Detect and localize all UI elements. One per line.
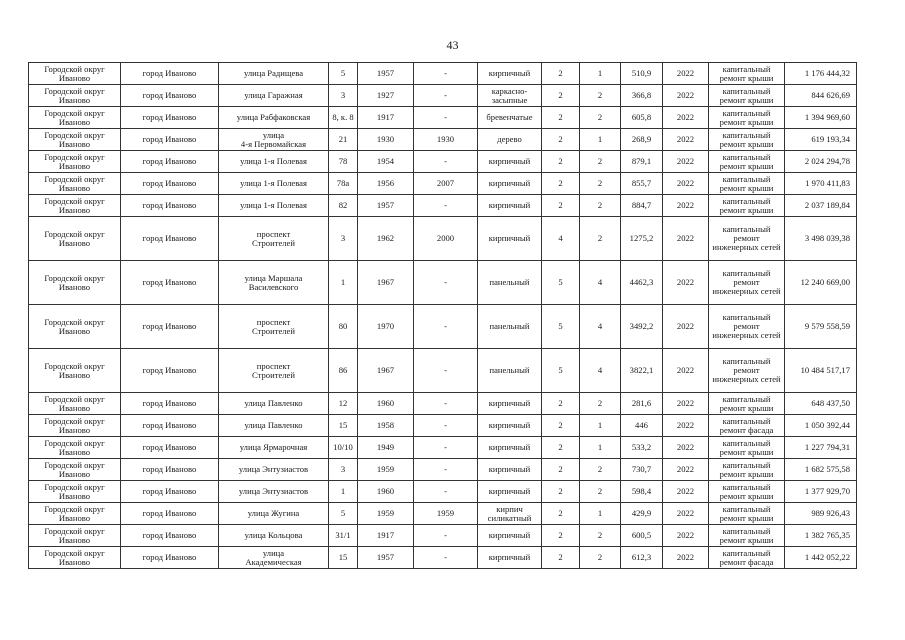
year-built-cell: 1970 <box>358 305 414 349</box>
floors-cell: 2 <box>542 173 580 195</box>
area-cell: 3492,2 <box>621 305 663 349</box>
wall-material-cell: кирпичный <box>478 547 542 569</box>
year-renovated-cell: 1930 <box>414 129 478 151</box>
wall-material-cell: кирпич силикатный <box>478 503 542 525</box>
cost-cell: 1 227 794,31 <box>785 437 857 459</box>
work-type-cell: капитальный ремонт инженерных сетей <box>709 261 785 305</box>
entrances-cell: 2 <box>580 525 621 547</box>
house-number-cell: 12 <box>329 393 358 415</box>
year-renovated-cell: 2007 <box>414 173 478 195</box>
house-number-cell: 3 <box>329 217 358 261</box>
city-cell: город Иваново <box>121 129 219 151</box>
year-renovated-cell: - <box>414 437 478 459</box>
district-cell: Городской округ Иваново <box>29 437 121 459</box>
area-cell: 366,8 <box>621 85 663 107</box>
year-built-cell: 1956 <box>358 173 414 195</box>
wall-material-cell: каркасно-засыпные <box>478 85 542 107</box>
year-renovated-cell: - <box>414 349 478 393</box>
city-cell: город Иваново <box>121 173 219 195</box>
year-renovated-cell: - <box>414 85 478 107</box>
plan-year-cell: 2022 <box>663 481 709 503</box>
street-cell: проспект Строителей <box>219 349 329 393</box>
area-cell: 533,2 <box>621 437 663 459</box>
house-number-cell: 8, к. 8 <box>329 107 358 129</box>
area-cell: 510,9 <box>621 63 663 85</box>
cost-cell: 1 050 392,44 <box>785 415 857 437</box>
area-cell: 884,7 <box>621 195 663 217</box>
street-cell: улица Жугина <box>219 503 329 525</box>
work-type-cell: капитальный ремонт крыши <box>709 85 785 107</box>
wall-material-cell: панельный <box>478 305 542 349</box>
area-cell: 879,1 <box>621 151 663 173</box>
floors-cell: 2 <box>542 393 580 415</box>
floors-cell: 2 <box>542 415 580 437</box>
wall-material-cell: панельный <box>478 349 542 393</box>
floors-cell: 2 <box>542 151 580 173</box>
district-cell: Городской округ Иваново <box>29 459 121 481</box>
city-cell: город Иваново <box>121 195 219 217</box>
district-cell: Городской округ Иваново <box>29 173 121 195</box>
plan-year-cell: 2022 <box>663 107 709 129</box>
cost-cell: 9 579 558,59 <box>785 305 857 349</box>
year-built-cell: 1962 <box>358 217 414 261</box>
house-number-cell: 21 <box>329 129 358 151</box>
year-renovated-cell: 2000 <box>414 217 478 261</box>
area-cell: 600,5 <box>621 525 663 547</box>
year-built-cell: 1959 <box>358 459 414 481</box>
street-cell: улица Энтузиастов <box>219 459 329 481</box>
work-type-cell: капитальный ремонт фасада <box>709 547 785 569</box>
city-cell: город Иваново <box>121 437 219 459</box>
table-row <box>29 217 857 261</box>
plan-year-cell: 2022 <box>663 415 709 437</box>
table-row <box>29 415 857 437</box>
plan-year-cell: 2022 <box>663 129 709 151</box>
street-cell: улица Кольцова <box>219 525 329 547</box>
city-cell: город Иваново <box>121 415 219 437</box>
district-cell: Городской округ Иваново <box>29 151 121 173</box>
plan-year-cell: 2022 <box>663 393 709 415</box>
wall-material-cell: бревенчатые <box>478 107 542 129</box>
city-cell: город Иваново <box>121 393 219 415</box>
floors-cell: 5 <box>542 349 580 393</box>
city-cell: город Иваново <box>121 85 219 107</box>
floors-cell: 2 <box>542 481 580 503</box>
area-cell: 4462,3 <box>621 261 663 305</box>
plan-year-cell: 2022 <box>663 151 709 173</box>
work-type-cell: капитальный ремонт инженерных сетей <box>709 349 785 393</box>
work-type-cell: капитальный ремонт инженерных сетей <box>709 217 785 261</box>
street-cell: проспект Строителей <box>219 305 329 349</box>
cost-cell: 1 394 969,60 <box>785 107 857 129</box>
area-cell: 855,7 <box>621 173 663 195</box>
house-number-cell: 15 <box>329 547 358 569</box>
year-renovated-cell: - <box>414 305 478 349</box>
entrances-cell: 2 <box>580 459 621 481</box>
year-renovated-cell: - <box>414 481 478 503</box>
cost-cell: 844 626,69 <box>785 85 857 107</box>
house-number-cell: 1 <box>329 481 358 503</box>
house-number-cell: 1 <box>329 261 358 305</box>
area-cell: 730,7 <box>621 459 663 481</box>
year-built-cell: 1949 <box>358 437 414 459</box>
entrances-cell: 1 <box>580 415 621 437</box>
floors-cell: 2 <box>542 525 580 547</box>
street-cell: улица 1-я Полевая <box>219 173 329 195</box>
year-built-cell: 1967 <box>358 349 414 393</box>
year-built-cell: 1927 <box>358 85 414 107</box>
city-cell: город Иваново <box>121 261 219 305</box>
year-built-cell: 1957 <box>358 63 414 85</box>
entrances-cell: 2 <box>580 481 621 503</box>
floors-cell: 2 <box>542 547 580 569</box>
street-cell: улица Энтузиастов <box>219 481 329 503</box>
floors-cell: 2 <box>542 107 580 129</box>
work-type-cell: капитальный ремонт крыши <box>709 195 785 217</box>
wall-material-cell: кирпичный <box>478 393 542 415</box>
entrances-cell: 1 <box>580 437 621 459</box>
city-cell: город Иваново <box>121 63 219 85</box>
plan-year-cell: 2022 <box>663 503 709 525</box>
wall-material-cell: кирпичный <box>478 151 542 173</box>
wall-material-cell: кирпичный <box>478 195 542 217</box>
work-type-cell: капитальный ремонт крыши <box>709 151 785 173</box>
area-cell: 281,6 <box>621 393 663 415</box>
cost-cell: 2 037 189,84 <box>785 195 857 217</box>
year-built-cell: 1957 <box>358 547 414 569</box>
area-cell: 612,3 <box>621 547 663 569</box>
wall-material-cell: кирпичный <box>478 459 542 481</box>
house-number-cell: 5 <box>329 503 358 525</box>
table-row <box>29 459 857 481</box>
area-cell: 605,8 <box>621 107 663 129</box>
plan-year-cell: 2022 <box>663 261 709 305</box>
wall-material-cell: кирпичный <box>478 481 542 503</box>
entrances-cell: 2 <box>580 173 621 195</box>
plan-year-cell: 2022 <box>663 305 709 349</box>
house-number-cell: 31/1 <box>329 525 358 547</box>
city-cell: город Иваново <box>121 305 219 349</box>
district-cell: Городской округ Иваново <box>29 503 121 525</box>
cost-cell: 10 484 517,17 <box>785 349 857 393</box>
entrances-cell: 1 <box>580 63 621 85</box>
work-type-cell: капитальный ремонт крыши <box>709 503 785 525</box>
entrances-cell: 1 <box>580 503 621 525</box>
house-number-cell: 86 <box>329 349 358 393</box>
street-cell: улица Павленко <box>219 393 329 415</box>
entrances-cell: 2 <box>580 217 621 261</box>
street-cell: улица Ярмарочная <box>219 437 329 459</box>
page-number: 43 <box>446 38 459 52</box>
cost-cell: 3 498 039,38 <box>785 217 857 261</box>
wall-material-cell: дерево <box>478 129 542 151</box>
wall-material-cell: кирпичный <box>478 217 542 261</box>
year-renovated-cell: - <box>414 195 478 217</box>
entrances-cell: 1 <box>580 129 621 151</box>
cost-cell: 619 193,34 <box>785 129 857 151</box>
house-number-cell: 3 <box>329 459 358 481</box>
house-number-cell: 10/10 <box>329 437 358 459</box>
house-number-cell: 78а <box>329 173 358 195</box>
table-row <box>29 503 857 525</box>
street-cell: улица Академическая <box>219 547 329 569</box>
city-cell: город Иваново <box>121 217 219 261</box>
work-type-cell: капитальный ремонт крыши <box>709 459 785 481</box>
plan-year-cell: 2022 <box>663 173 709 195</box>
year-built-cell: 1960 <box>358 393 414 415</box>
floors-cell: 5 <box>542 305 580 349</box>
entrances-cell: 2 <box>580 85 621 107</box>
area-cell: 1275,2 <box>621 217 663 261</box>
house-number-cell: 3 <box>329 85 358 107</box>
plan-year-cell: 2022 <box>663 63 709 85</box>
floors-cell: 2 <box>542 459 580 481</box>
entrances-cell: 2 <box>580 547 621 569</box>
area-cell: 3822,1 <box>621 349 663 393</box>
table-row <box>29 151 857 173</box>
work-type-cell: капитальный ремонт крыши <box>709 107 785 129</box>
year-renovated-cell: - <box>414 151 478 173</box>
area-cell: 268,9 <box>621 129 663 151</box>
cost-cell: 1 377 929,70 <box>785 481 857 503</box>
cost-cell: 1 970 411,83 <box>785 173 857 195</box>
street-cell: улица 1-я Полевая <box>219 195 329 217</box>
table-row <box>29 547 857 569</box>
table-row <box>29 305 857 349</box>
floors-cell: 2 <box>542 85 580 107</box>
entrances-cell: 2 <box>580 195 621 217</box>
repair-registry-table <box>28 62 857 569</box>
plan-year-cell: 2022 <box>663 547 709 569</box>
house-number-cell: 78 <box>329 151 358 173</box>
street-cell: улица 4-я Первомайская <box>219 129 329 151</box>
cost-cell: 989 926,43 <box>785 503 857 525</box>
year-renovated-cell: - <box>414 415 478 437</box>
street-cell: улица Радищева <box>219 63 329 85</box>
table-row <box>29 107 857 129</box>
table-row <box>29 63 857 85</box>
year-built-cell: 1959 <box>358 503 414 525</box>
district-cell: Городской округ Иваново <box>29 129 121 151</box>
year-renovated-cell: - <box>414 107 478 129</box>
year-built-cell: 1958 <box>358 415 414 437</box>
plan-year-cell: 2022 <box>663 525 709 547</box>
cost-cell: 1 176 444,32 <box>785 63 857 85</box>
cost-cell: 1 442 052,22 <box>785 547 857 569</box>
plan-year-cell: 2022 <box>663 217 709 261</box>
table-row <box>29 349 857 393</box>
floors-cell: 2 <box>542 195 580 217</box>
year-built-cell: 1967 <box>358 261 414 305</box>
work-type-cell: капитальный ремонт крыши <box>709 129 785 151</box>
wall-material-cell: кирпичный <box>478 525 542 547</box>
district-cell: Городской округ Иваново <box>29 415 121 437</box>
city-cell: город Иваново <box>121 459 219 481</box>
street-cell: улица Гаражная <box>219 85 329 107</box>
table-row <box>29 481 857 503</box>
year-built-cell: 1960 <box>358 481 414 503</box>
floors-cell: 2 <box>542 63 580 85</box>
work-type-cell: капитальный ремонт инженерных сетей <box>709 305 785 349</box>
district-cell: Городской округ Иваново <box>29 393 121 415</box>
house-number-cell: 80 <box>329 305 358 349</box>
year-built-cell: 1954 <box>358 151 414 173</box>
table-row <box>29 437 857 459</box>
district-cell: Городской округ Иваново <box>29 305 121 349</box>
table-row <box>29 129 857 151</box>
house-number-cell: 5 <box>329 63 358 85</box>
area-cell: 446 <box>621 415 663 437</box>
district-cell: Городской округ Иваново <box>29 525 121 547</box>
work-type-cell: капитальный ремонт крыши <box>709 437 785 459</box>
city-cell: город Иваново <box>121 151 219 173</box>
table-row <box>29 525 857 547</box>
work-type-cell: капитальный ремонт крыши <box>709 393 785 415</box>
entrances-cell: 4 <box>580 261 621 305</box>
cost-cell: 1 682 575,58 <box>785 459 857 481</box>
year-built-cell: 1957 <box>358 195 414 217</box>
work-type-cell: капитальный ремонт крыши <box>709 481 785 503</box>
district-cell: Городской округ Иваново <box>29 85 121 107</box>
plan-year-cell: 2022 <box>663 85 709 107</box>
entrances-cell: 4 <box>580 349 621 393</box>
district-cell: Городской округ Иваново <box>29 195 121 217</box>
district-cell: Городской округ Иваново <box>29 261 121 305</box>
district-cell: Городской округ Иваново <box>29 63 121 85</box>
work-type-cell: капитальный ремонт крыши <box>709 173 785 195</box>
year-renovated-cell: - <box>414 459 478 481</box>
floors-cell: 4 <box>542 217 580 261</box>
year-built-cell: 1917 <box>358 107 414 129</box>
city-cell: город Иваново <box>121 107 219 129</box>
house-number-cell: 82 <box>329 195 358 217</box>
table-row <box>29 393 857 415</box>
year-renovated-cell: 1959 <box>414 503 478 525</box>
year-renovated-cell: - <box>414 63 478 85</box>
work-type-cell: капитальный ремонт фасада <box>709 415 785 437</box>
cost-cell: 1 382 765,35 <box>785 525 857 547</box>
area-cell: 429,9 <box>621 503 663 525</box>
cost-cell: 648 437,50 <box>785 393 857 415</box>
district-cell: Городской округ Иваново <box>29 547 121 569</box>
cost-cell: 12 240 669,00 <box>785 261 857 305</box>
street-cell: проспект Строителей <box>219 217 329 261</box>
year-built-cell: 1917 <box>358 525 414 547</box>
plan-year-cell: 2022 <box>663 195 709 217</box>
table-row <box>29 195 857 217</box>
year-built-cell: 1930 <box>358 129 414 151</box>
table-body <box>29 63 857 569</box>
wall-material-cell: панельный <box>478 261 542 305</box>
district-cell: Городской округ Иваново <box>29 481 121 503</box>
district-cell: Городской округ Иваново <box>29 107 121 129</box>
plan-year-cell: 2022 <box>663 437 709 459</box>
table-row <box>29 261 857 305</box>
city-cell: город Иваново <box>121 547 219 569</box>
floors-cell: 2 <box>542 129 580 151</box>
year-renovated-cell: - <box>414 525 478 547</box>
floors-cell: 2 <box>542 437 580 459</box>
wall-material-cell: кирпичный <box>478 173 542 195</box>
city-cell: город Иваново <box>121 349 219 393</box>
street-cell: улица Павленко <box>219 415 329 437</box>
city-cell: город Иваново <box>121 481 219 503</box>
work-type-cell: капитальный ремонт крыши <box>709 63 785 85</box>
city-cell: город Иваново <box>121 525 219 547</box>
table-row <box>29 85 857 107</box>
plan-year-cell: 2022 <box>663 459 709 481</box>
district-cell: Городской округ Иваново <box>29 349 121 393</box>
area-cell: 598,4 <box>621 481 663 503</box>
entrances-cell: 2 <box>580 107 621 129</box>
street-cell: улица 1-я Полевая <box>219 151 329 173</box>
plan-year-cell: 2022 <box>663 349 709 393</box>
table-row <box>29 173 857 195</box>
entrances-cell: 4 <box>580 305 621 349</box>
wall-material-cell: кирпичный <box>478 415 542 437</box>
street-cell: улица Рабфаковская <box>219 107 329 129</box>
entrances-cell: 2 <box>580 151 621 173</box>
district-cell: Городской округ Иваново <box>29 217 121 261</box>
wall-material-cell: кирпичный <box>478 437 542 459</box>
work-type-cell: капитальный ремонт крыши <box>709 525 785 547</box>
cost-cell: 2 024 294,78 <box>785 151 857 173</box>
year-renovated-cell: - <box>414 393 478 415</box>
city-cell: город Иваново <box>121 503 219 525</box>
floors-cell: 5 <box>542 261 580 305</box>
wall-material-cell: кирпичный <box>478 63 542 85</box>
house-number-cell: 15 <box>329 415 358 437</box>
street-cell: улица Маршала Василевского <box>219 261 329 305</box>
entrances-cell: 2 <box>580 393 621 415</box>
floors-cell: 2 <box>542 503 580 525</box>
year-renovated-cell: - <box>414 261 478 305</box>
year-renovated-cell: - <box>414 547 478 569</box>
